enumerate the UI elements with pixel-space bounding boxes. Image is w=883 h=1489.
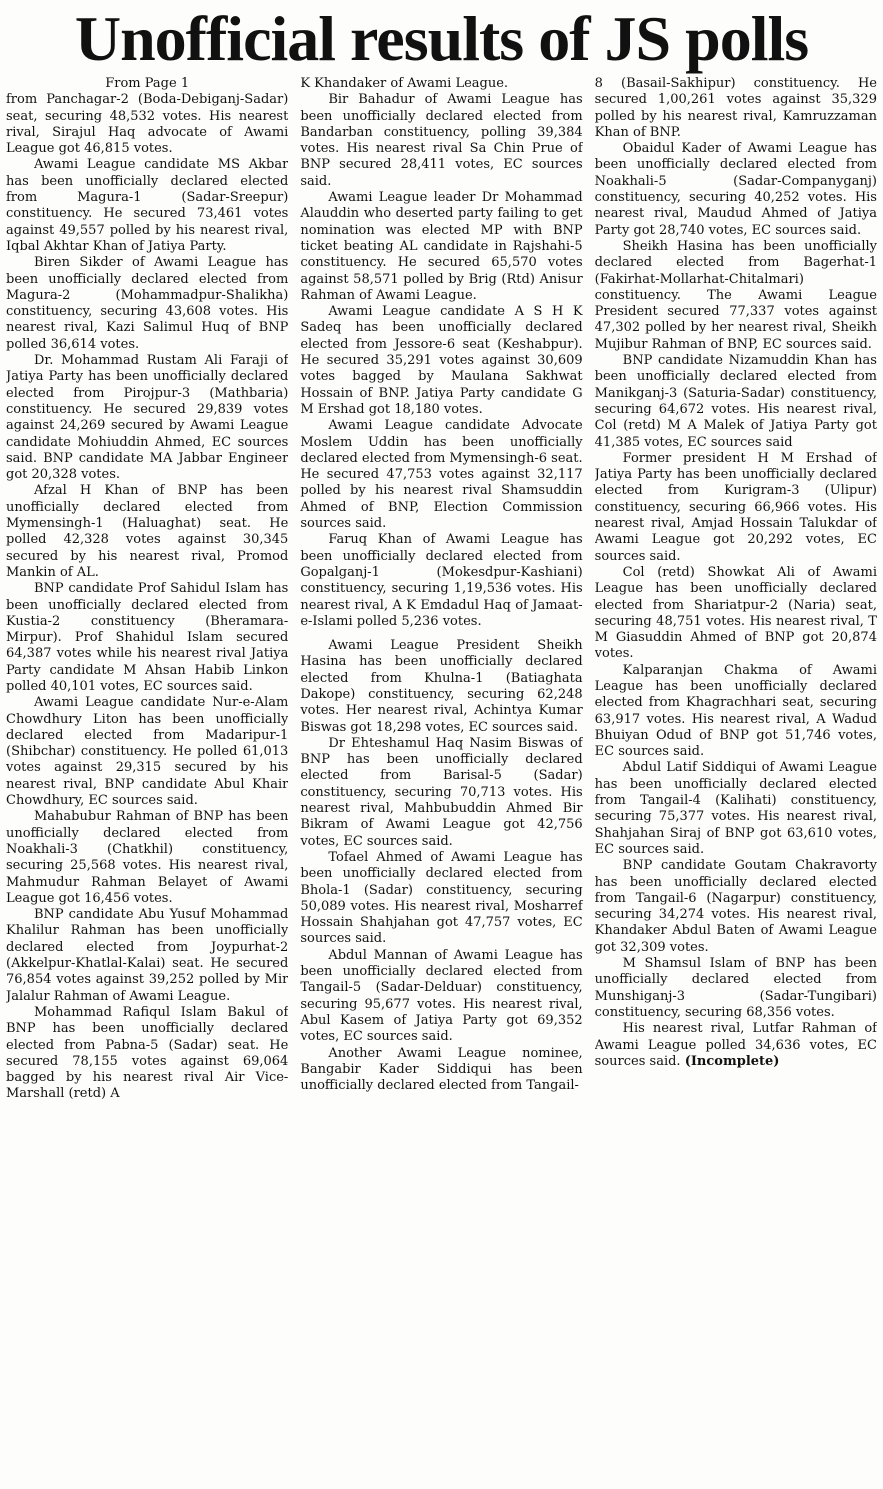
paragraph: Former president H M Ershad of Jatiya Party has been unofficially declared elected from Kurigram-3 (Ulipur) constituency, securing 66,966 votes. His nearest rival, Amjad Hossain Talukdar of Awami League got 20,292 votes, EC sources said. bbox=[594, 450, 877, 564]
headline: Unofficial results of JS polls bbox=[74, 3, 809, 74]
paragraph: Obaidul Kader of Awami League has been unofficially declared elected from Noakhali-5 (Sadar-Companyganj) constituency, securing 40,252 votes. His nearest rival, Maudud Ahmed of Jatiya Party got 28,740 votes, EC sources said. bbox=[594, 141, 877, 238]
paragraph: Another Awami League nominee, Bangabir Kader Siddiqui has been unofficially declared elected from Tangail- bbox=[300, 1045, 583, 1094]
paragraph: Tofael Ahmed of Awami League has been unofficially declared elected from Bhola-1 (Sadar) constituency, securing 50,089 votes. His nearest rival, Mosharref Hossain Shahjahan got 47,757 votes, EC sources said. bbox=[300, 849, 583, 947]
end-mark: (Incomplete) bbox=[684, 1053, 780, 1069]
paragraph: Faruq Khan of Awami League has been unofficially declared elected from Gopalganj-1 (Mokesdpur-Kashiani) constituency, securing 1,19,536 votes. His nearest rival, A K Emdadul Haq of Jamaat-e-Islami polled 5,236 votes. bbox=[300, 532, 583, 629]
paragraph: Bir Bahadur of Awami League has been unofficially declared elected from Bandarban constituency, polling 39,384 votes. His nearest rival Sa Chin Prue of BNP secured 28,411 votes, EC sources said. bbox=[300, 92, 583, 189]
paragraph: from Panchagar-2 (Boda-Debiganj-Sadar) seat, securing 48,532 votes. His nearest rival, Sirajul Haq advocate of Awami League got 46,815 votes. bbox=[6, 92, 289, 157]
paragraph: Abdul Mannan of Awami League has been unofficially declared elected from Tangail-5 (Sadar-Delduar) constituency, securing 95,677 votes. His nearest rival, Abul Kasem of Jatiya Party got 69,352 votes, EC sources said. bbox=[300, 947, 583, 1045]
paragraph: Awami League candidate Advocate Moslem Uddin has been unofficially declared elected from Mymensingh-6 seat. He secured 47,753 votes against 32,117 polled by his nearest rival Shamsuddin Ahmed of BNP, Election Commission sources said. bbox=[300, 418, 583, 532]
paragraph: Awami League candidate MS Akbar has been unofficially declared elected from Magura-1 (Sadar-Sreepur) constituency. He secured 73,461 votes against 49,557 polled by his nearest rival, Iqbal Akhtar Khan of Jatiya Party. bbox=[6, 157, 289, 254]
jump-line: From Page 1 bbox=[105, 76, 190, 91]
paragraph: BNP candidate Prof Sahidul Islam has been unofficially declared elected from Kustia-2 constituency (Bheramara-Mirpur). Prof Shahidul Islam secured 64,387 votes while his nearest rival Jatiya Party candidate M Ahsan Habib Linkon polled 40,101 votes, EC sources said. bbox=[6, 581, 289, 694]
paragraph: Dr Ehteshamul Haq Nasim Biswas of BNP has been unofficially declared elected from Barisal-5 (Sadar) constituency, securing 70,713 votes. His nearest rival, Mahbubuddin Ahmed Bir Bikram of Awami League got 42,756 votes, EC sources said. bbox=[300, 735, 583, 849]
paragraph: Awami League candidate Nur-e-Alam Chowdhury Liton has been unofficially declared elected from Madaripur-1 (Shibchar) constituency. He polled 61,013 votes against 29,315 secured by his nearest rival, BNP candidate Abul Khair Chowdhury, EC sources said. bbox=[6, 695, 289, 809]
paragraph: Biren Sikder of Awami League has been unofficially declared elected from Magura-2 (Mohammadpur-Shalikha) constituency, securing 43,608 votes. His nearest rival, Kazi Salimul Huq of BNP polled 36,614 votes. bbox=[6, 255, 289, 352]
paragraph: Abdul Latif Siddiqui of Awami League has been unofficially declared elected from Tangail-4 (Kalihati) constituency, securing 75,377 votes. His nearest rival, Shahjahan Siraj of BNP got 63,610 votes, EC sources said. bbox=[594, 760, 877, 857]
paragraph: Kalparanjan Chakma of Awami League has been unofficially declared elected from Khagrachhari seat, securing 63,917 votes. His nearest rival, A Wadud Bhuiyan Odud of BNP got 51,746 votes, EC sources said. bbox=[594, 662, 877, 760]
paragraph: Awami League candidate A S H K Sadeq has been unofficially declared elected from Jessore-6 seat (Keshabpur). He secured 35,291 votes against 30,609 votes bagged by Maulana Sakhwat Hossain of BNP. Jatiya Party candidate G M Ershad got 18,180 votes. bbox=[300, 304, 583, 417]
paragraph: BNP candidate Nizamuddin Khan has been unofficially declared elected from Manikganj-3 (Saturia-Sadar) constituency, securing 64,672 votes. His nearest rival, Col (retd) M A Malek of Jatiya Party got 41,385 votes, EC sources said bbox=[594, 353, 877, 450]
paragraph: Dr. Mohammad Rustam Ali Faraji of Jatiya Party has been unofficially declared elected from Pirojpur-3 (Mathbaria) constituency. He secured 29,839 votes against 24,269 secured by Awami League candidate Mohiuddin Ahmed, EC sources said. BNP candidate MA Jabbar Engineer got 20,328 votes. bbox=[6, 353, 289, 483]
paragraph: Sheikh Hasina has been unofficially declared elected from Bagerhat-1 (Fakirhat-Mollarhat-Chitalmari) constituency. The Awami League President secured 77,337 votes against 47,302 polled by her nearest rival, Sheikh Mujibur Rahman of BNP, EC sources said. bbox=[594, 238, 877, 352]
paragraph: His nearest rival, Lutfar Rahman of Awami League polled 34,636 votes, EC sources said. (Incomplete) bbox=[594, 1021, 877, 1069]
paragraph: Afzal H Khan of BNP has been unofficially declared elected from Mymensingh-1 (Haluaghat) seat. He polled 42,328 votes against 30,345 secured by his nearest rival, Promod Mankin of AL. bbox=[6, 483, 289, 580]
paragraph: M Shamsul Islam of BNP has been unofficially declared elected from Munshiganj-3 (Sadar-Tungibari) constituency, securing 68,356 votes. bbox=[594, 956, 877, 1020]
paragraph: Mahabubur Rahman of BNP has been unofficially declared elected from Noakhali-3 (Chatkhil) constituency, securing 25,568 votes. His nearest rival, Mahmudur Rahman Belayet of Awami League got 16,456 votes. bbox=[6, 809, 289, 906]
paragraph: Awami League President Sheikh Hasina has been unofficially declared elected from Khulna-1 (Batiaghata Dakope) constituency, securing 62,248 votes. Her nearest rival, Achintya Kumar Biswas got 18,298 votes, EC sources said. bbox=[300, 638, 583, 735]
paragraph: Col (retd) Showkat Ali of Awami League has been unofficially declared elected from Shariatpur-2 (Naria) seat, securing 48,751 votes. His nearest rival, T M Giasuddin Ahmed of BNP got 20,874 votes. bbox=[594, 564, 877, 662]
column-3 bbox=[595, 76, 877, 1486]
paragraph: Mohammad Rafiqul Islam Bakul of BNP has been unofficially declared elected from Pabna-5 (Sadar) seat. He secured 78,155 votes against 69,064 bagged by his nearest rival Air Vice-Marshall (retd) A bbox=[6, 1004, 289, 1102]
paragraph: K Khandaker of Awami League. bbox=[300, 76, 509, 91]
column-1 bbox=[6, 76, 288, 1486]
article-body bbox=[6, 76, 877, 1486]
paragraph: Awami League leader Dr Mohammad Alauddin who deserted party failing to get nomination was elected MP with BNP ticket beating AL candidate in Rajshahi-5 constituency. He secured 65,570 votes against 58,571 polled by Brig (Rtd) Anisur Rahman of Awami League. bbox=[300, 190, 583, 303]
paragraph: BNP candidate Goutam Chakravorty has been unofficially declared elected from Tangail-6 (Nagarpur) constituency, securing 34,274 votes. His nearest rival, Khandaker Abdul Baten of Awami League got 32,309 votes. bbox=[594, 858, 877, 955]
column-2 bbox=[300, 76, 582, 1486]
paragraph: 8 (Basail-Sakhipur) constituency. He secured 1,00,261 votes against 35,329 polled by his nearest rival, Kamruzzaman Khan of BNP. bbox=[594, 76, 877, 140]
paragraph: BNP candidate Abu Yusuf Mohammad Khalilur Rahman has been unofficially declared elected from Joypurhat-2 (Akkelpur-Khatlal-Kalai) seat. He secured 76,854 votes against 39,252 polled by Mir Jalalur Rahman of Awami League. bbox=[6, 907, 289, 1004]
